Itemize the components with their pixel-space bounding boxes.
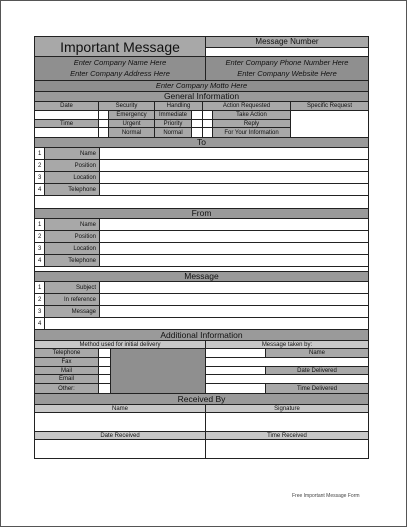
footer-text: Free Important Message Form: [292, 493, 360, 499]
method-option: Mail: [35, 367, 98, 376]
message-row: [35, 306, 368, 318]
security-option: Urgent: [109, 120, 154, 128]
from-location-field[interactable]: [100, 243, 368, 254]
date-field[interactable]: [35, 111, 98, 120]
action-checkbox[interactable]: [203, 128, 213, 137]
time-field[interactable]: [35, 128, 98, 137]
col-security: Security: [99, 102, 155, 110]
row-number: 1: [35, 282, 45, 293]
spacer-row: [35, 196, 368, 209]
specific-request-field[interactable]: [291, 111, 368, 137]
to-section-header: [35, 138, 368, 148]
from-row: [35, 231, 368, 243]
field-label: Location: [45, 243, 100, 254]
from-section-label: From: [35, 209, 368, 218]
action-column: [203, 111, 291, 137]
method-list: [35, 349, 99, 393]
row-number: 2: [35, 160, 45, 171]
to-row: [35, 172, 368, 184]
security-checkbox[interactable]: [99, 120, 109, 128]
field-label: Message: [45, 306, 100, 317]
method-option: Email: [35, 375, 98, 384]
method-label: Method used for initial delivery: [35, 341, 206, 348]
method-checkbox[interactable]: [99, 367, 110, 376]
signature-label: Signature: [206, 405, 368, 412]
taken-by-block: [206, 349, 368, 393]
action-checkbox[interactable]: [203, 120, 213, 128]
taken-by-label: Message taken by:: [206, 341, 368, 348]
received-labels-row: [35, 405, 368, 413]
date-received-field[interactable]: [35, 440, 206, 458]
method-checkbox[interactable]: [99, 375, 110, 384]
handling-checkbox[interactable]: [192, 120, 202, 128]
row-number: 3: [35, 243, 45, 254]
time-label: Time: [35, 120, 98, 129]
to-position-field[interactable]: [100, 160, 368, 171]
message-section-label: Message: [35, 272, 368, 281]
handling-checkbox[interactable]: [192, 128, 202, 137]
additional-column-headers: [35, 341, 368, 349]
action-checkbox[interactable]: [203, 111, 213, 119]
field-label: Name: [45, 219, 100, 230]
received-section-label: Received By: [35, 394, 368, 404]
security-checkbox[interactable]: [99, 128, 109, 137]
from-row: [35, 243, 368, 255]
from-row: [35, 219, 368, 231]
message-reference-field[interactable]: [100, 294, 368, 305]
security-option: Normal: [109, 128, 154, 137]
row-number: 4: [35, 184, 45, 195]
security-checkbox[interactable]: [99, 111, 109, 119]
from-name-field[interactable]: [100, 219, 368, 230]
company-phone[interactable]: Enter Company Phone Number Here: [206, 57, 368, 68]
company-motto[interactable]: Enter Company Motto Here: [35, 81, 368, 91]
date-delivered-label: Date Delivered: [266, 367, 368, 375]
spacer: [35, 196, 368, 208]
general-column-headers: [35, 102, 368, 111]
received-date-fields-row: [35, 440, 368, 458]
from-section-header: [35, 209, 368, 219]
method-checkbox[interactable]: [99, 384, 110, 393]
to-telephone-field[interactable]: [100, 184, 368, 195]
date-delivered-field[interactable]: [206, 375, 368, 384]
row-number: 4: [35, 318, 45, 329]
additional-body: [35, 349, 368, 394]
row-number: 2: [35, 231, 45, 242]
from-row: [35, 255, 368, 267]
row-number: 4: [35, 255, 45, 266]
message-number-label: Message Number: [206, 37, 368, 48]
time-received-field[interactable]: [206, 440, 368, 458]
security-column: [99, 111, 155, 137]
message-row: [35, 318, 368, 330]
field-label: Telephone: [45, 255, 100, 266]
motto-row: [35, 81, 368, 92]
row-number: 1: [35, 148, 45, 159]
to-name-field[interactable]: [100, 148, 368, 159]
message-body-field[interactable]: [100, 306, 368, 317]
to-section-label: To: [35, 138, 368, 147]
page-title: Important Message: [35, 37, 205, 57]
general-section-header: [35, 92, 368, 102]
handling-checkbox[interactable]: [192, 111, 202, 119]
spacer: [35, 267, 368, 271]
method-option: Telephone: [35, 349, 98, 358]
message-section-header: [35, 272, 368, 282]
row-number: 2: [35, 294, 45, 305]
col-action: Action Requested: [203, 102, 291, 110]
field-label: Telephone: [45, 184, 100, 195]
message-number-field[interactable]: [206, 48, 368, 57]
company-address[interactable]: Enter Company Address Here: [35, 68, 205, 80]
taken-by-spacer: [206, 384, 266, 393]
method-option: Other:: [35, 384, 98, 393]
from-telephone-field[interactable]: [100, 255, 368, 266]
header-right: [206, 37, 368, 80]
handling-option: Normal: [155, 128, 192, 137]
signature-field[interactable]: [206, 413, 368, 431]
message-subject-field[interactable]: [100, 282, 368, 293]
field-label: Location: [45, 172, 100, 183]
field-label: Subject: [45, 282, 100, 293]
handling-column: [155, 111, 203, 137]
message-row: [35, 294, 368, 306]
action-option: Reply: [213, 120, 290, 128]
to-row: [35, 160, 368, 172]
additional-section-label: Additional Information: [35, 330, 368, 340]
field-label: In reference: [45, 294, 100, 305]
action-option: For Your Information: [213, 128, 290, 137]
field-label: Name: [45, 148, 100, 159]
method-option: Fax: [35, 358, 98, 367]
taken-by-name-field[interactable]: [206, 358, 368, 367]
date-time-column: [35, 111, 99, 137]
message-extra-field[interactable]: [45, 318, 368, 329]
col-date: Date: [35, 102, 99, 110]
time-delivered-label: Time Delivered: [266, 384, 368, 393]
handling-option: Priority: [155, 120, 192, 128]
row-number: 1: [35, 219, 45, 230]
taken-by-name-label: Name: [266, 349, 368, 357]
method-checkbox[interactable]: [99, 349, 110, 358]
method-checkboxes: [99, 349, 111, 393]
field-label: Position: [45, 160, 100, 171]
col-handling: Handling: [155, 102, 203, 110]
security-option: Emergency: [109, 111, 154, 119]
handling-option: Immediate: [155, 111, 192, 119]
to-location-field[interactable]: [100, 172, 368, 183]
date-received-label: Date Received: [35, 432, 206, 439]
method-notes-area[interactable]: [111, 349, 206, 393]
message-form: [34, 36, 369, 459]
company-website[interactable]: Enter Company Website Here: [206, 68, 368, 80]
company-name[interactable]: Enter Company Name Here: [35, 57, 205, 68]
received-fields-row: [35, 413, 368, 432]
action-option: Take Action: [213, 111, 290, 119]
received-name-field[interactable]: [35, 413, 206, 431]
row-number: 3: [35, 306, 45, 317]
col-special: Specific Request: [291, 102, 368, 110]
general-section-label: General Information: [35, 92, 368, 101]
taken-by-spacer: [206, 349, 266, 357]
from-position-field[interactable]: [100, 231, 368, 242]
additional-section-header: [35, 330, 368, 341]
received-date-labels-row: [35, 432, 368, 440]
row-number: 3: [35, 172, 45, 183]
message-row: [35, 282, 368, 294]
method-checkbox[interactable]: [99, 358, 110, 367]
time-received-label: Time Received: [206, 432, 368, 439]
field-label: Position: [45, 231, 100, 242]
to-row: [35, 148, 368, 160]
header-block: [35, 37, 368, 81]
taken-by-spacer: [206, 367, 266, 375]
received-section-header: [35, 394, 368, 405]
to-row: [35, 184, 368, 196]
header-left: [35, 37, 206, 80]
received-name-label: Name: [35, 405, 206, 412]
general-body: [35, 111, 368, 138]
